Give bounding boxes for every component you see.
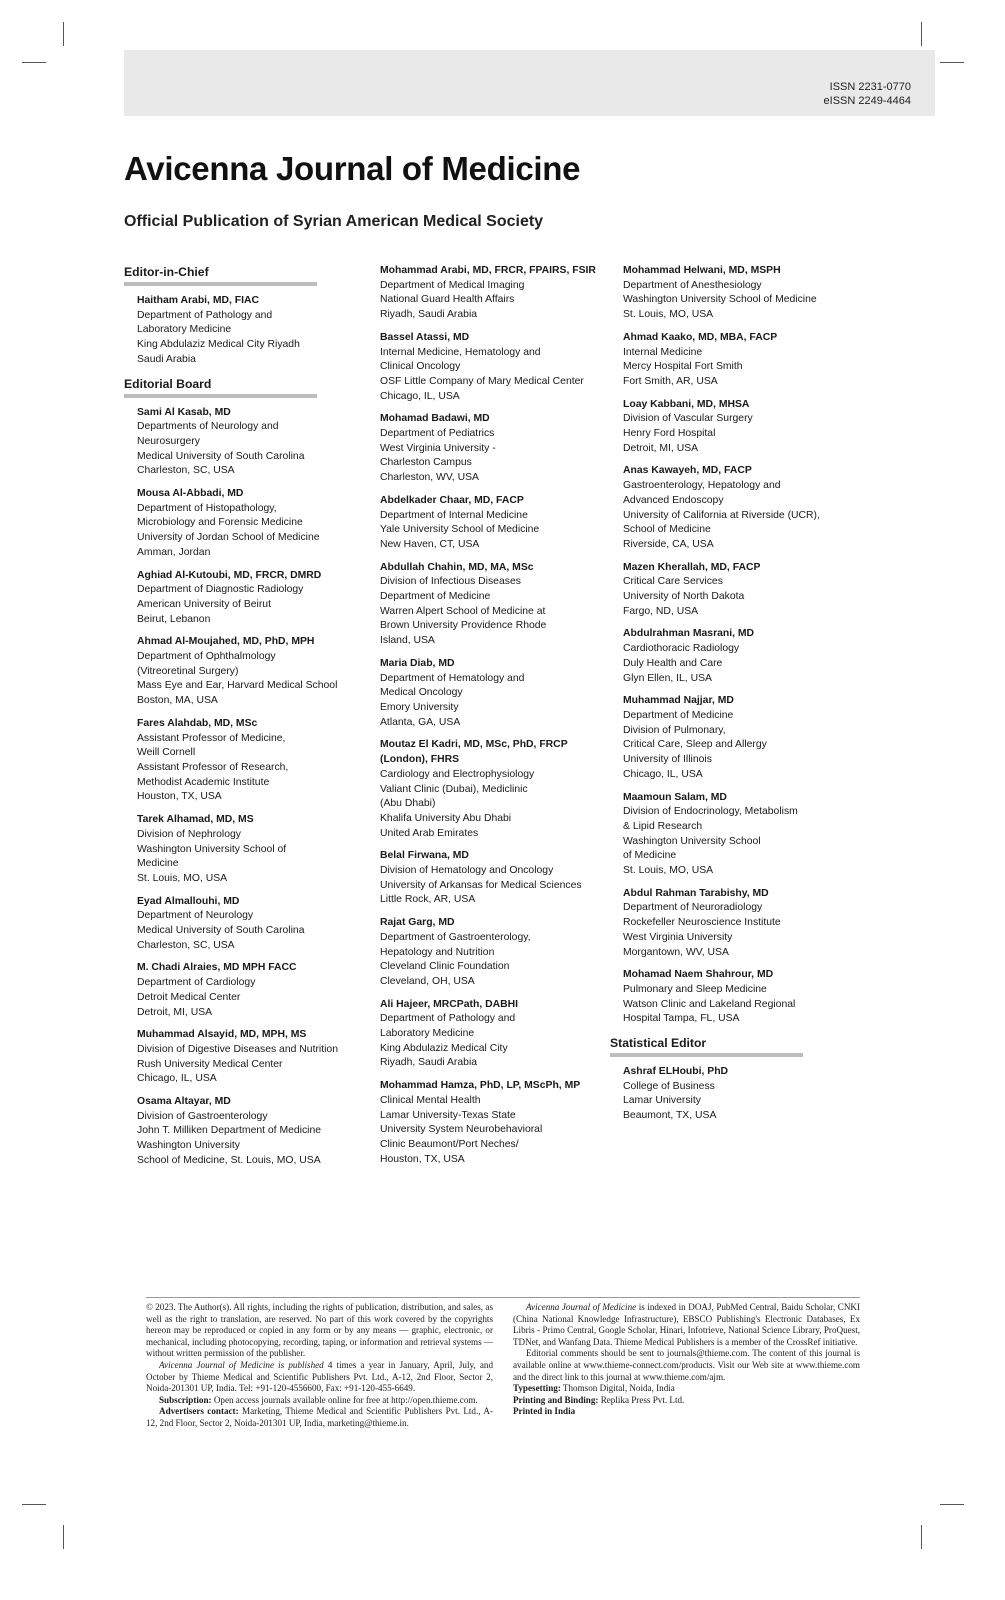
affiliation-line: Rush University Medical Center [137,1058,283,1070]
affiliation-line: University of Arkansas for Medical Sciences [380,879,582,891]
affiliation-line: Saudi Arabia [137,353,196,365]
affiliation-line: Chicago, IL, USA [137,1073,217,1085]
editor-in-chief-heading: Editor-in-Chief [124,264,317,286]
person-name: Abdelkader Chaar, MD, FACP [380,494,524,506]
board-member-entry [623,561,860,620]
affiliation-line: (Abu Dhabi) [380,798,436,810]
affiliation-line: Division of Endocrinology, Metabolism [623,806,798,818]
journal-subtitle: Official Publication of Syrian American Medical Society [124,213,544,230]
affiliation-line: Beaumont, TX, USA [623,1110,717,1122]
header-band [124,50,935,116]
board-member-entry [623,331,860,390]
person-name: Tarek Alhamad, MD, MS [137,814,254,826]
board-member-entry [623,694,860,782]
affiliation-line: Cardiothoracic Radiology [623,643,740,655]
board-member-entry [380,849,610,908]
affiliation-line: Washington University School [623,835,761,847]
affiliation-line: Hospital Tampa, FL, USA [623,1013,740,1025]
board-member-entry [137,406,349,480]
person-name: Ahmad Kaako, MD, MBA, FACP [623,331,778,343]
affiliation-line: Rockefeller Neuroscience Institute [623,917,781,929]
affiliation-line: University of Jordan School of Medicine [137,532,320,544]
person-name: Eyad Almallouhi, MD [137,895,240,907]
affiliation-line: Internal Medicine [623,346,703,358]
board-member-entry [380,916,610,990]
affiliation-line: Department of Pediatrics [380,428,495,440]
person-name: Belal Firwana, MD [380,850,469,862]
affiliation-line: Gastroenterology, Hepatology and [623,480,781,492]
affiliation-line: Watson Clinic and Lakeland Regional [623,998,796,1010]
affiliation-line: Cleveland Clinic Foundation [380,961,510,973]
board-member-entry [137,961,349,1020]
affiliation-line: Lamar University [623,1095,701,1107]
person-name: Aghiad Al-Kutoubi, MD, FRCR, DMRD [137,569,322,581]
affiliation-line: Assistant Professor of Medicine, [137,732,286,744]
affiliation-line: Department of Pathology and [137,309,273,321]
board-member-entry [380,331,610,405]
affiliation-line: Clinical Mental Health [380,1094,481,1106]
affiliation-line: School of Medicine [623,524,711,536]
person-name: Rajat Garg, MD [380,917,455,929]
footer-left-column [146,1302,493,1430]
affiliation-line: Department of Diagnostic Radiology [137,584,304,596]
affiliation-line: Assistant Professor of Research, [137,761,289,773]
affiliation-line: Houston, TX, USA [137,791,222,803]
affiliation-line: Charleston, SC, USA [137,939,235,951]
affiliation-line: Morgantown, WV, USA [623,946,729,958]
affiliation-line: Department of Neurology [137,910,254,922]
person-name: Ashraf ELHoubi, PhD [623,1066,729,1078]
affiliation-line: Medical University of South Carolina [137,450,305,462]
board-list-col3 [610,264,860,1027]
board-list-col1 [124,406,349,1169]
affiliation-line: Island, USA [380,635,435,647]
person-name: Abdulrahman Masrani, MD [623,628,755,640]
affiliation-line: Boston, MA, USA [137,695,218,707]
copyright-footer [146,1297,860,1428]
indexing-info: Avicenna Journal of Medicine is indexed in DOAJ, PubMed Central, Baidu Scholar, CNKI (China National Knowledge Infrastructure), EBSCO Publishing's Electronic Databases, Ex Libris - Primo Central, Google Scholar, Hinari, Infotrieve, National Science Library, ProQuest, TDNet, and Wanfang Data. Thieme Medical Publishers is a member of the CrossRef initiative. [513,1302,860,1347]
affiliation-line: Division of Gastroenterology [137,1110,268,1122]
affiliation-line: King Abdulaziz Medical City Riyadh [137,339,300,351]
affiliation-line: Division of Digestive Diseases and Nutrition [137,1043,338,1055]
affiliation-line: Clinical Oncology [380,361,461,373]
affiliation-line: Charleston, WV, USA [380,472,479,484]
board-member-entry [623,968,860,1027]
affiliation-line: Department of Anesthesiology [623,279,762,291]
board-member-entry [137,813,349,887]
board-member-entry [137,487,349,561]
affiliation-line: Clinic Beaumont/Port Neches/ [380,1138,519,1150]
person-name: Ali Hajeer, MRCPath, DABHI [380,998,518,1010]
affiliation-line: Cleveland, OH, USA [380,975,475,987]
affiliation-line: Riyadh, Saudi Arabia [380,309,478,321]
person-name: Fares Alahdab, MD, MSc [137,717,258,729]
affiliation-line: (Vitreoretinal Surgery) [137,665,239,677]
board-member-entry [623,464,860,552]
affiliation-line: United Arab Emirates [380,827,479,839]
affiliation-line: Department of Histopathology, [137,502,277,514]
journal-name-italic: Avicenna Journal of Medicine is published [159,1359,324,1370]
affiliation-line: St. Louis, MO, USA [623,309,714,321]
person-name: Mohamad Badawi, MD [380,413,490,425]
board-list-col2 [380,264,610,1167]
affiliation-line: Henry Ford Hospital [623,428,716,440]
board-member-entry [623,791,860,879]
affiliation-line: Washington University School of Medicine [623,294,817,306]
board-member-entry [380,561,610,649]
affiliation-line: Detroit Medical Center [137,991,241,1003]
affiliation-line: Division of Vascular Surgery [623,413,753,425]
person-name: Anas Kawayeh, MD, FACP [623,465,752,477]
affiliation-line: Department of Gastroenterology, [380,931,531,943]
person-name: Mohammad Arabi, MD, FRCR, FPAIRS, FSIR [380,265,596,276]
printing-info: Printing and Binding: Replika Press Pvt. Ltd. [513,1394,685,1405]
affiliation-line: West Virginia University - [380,442,496,454]
affiliation-line: Division of Pulmonary, [623,724,726,736]
affiliation-line: Washington University School of [137,843,287,855]
affiliation-line: Critical Care Services [623,576,723,588]
affiliation-line: Departments of Neurology and [137,421,279,433]
board-member-entry [380,1079,610,1167]
board-member-entry [623,264,860,323]
person-name: Maamoun Salam, MD [623,791,727,803]
affiliation-line: Khalifa University Abu Dhabi [380,812,512,824]
crop-mark [22,62,46,63]
affiliation-line: University of North Dakota [623,591,745,603]
affiliation-line: Department of Medicine [623,709,734,721]
affiliation-line: Internal Medicine, Hematology and [380,346,541,358]
crop-mark [940,62,964,63]
affiliation-line: Medical Oncology [380,687,463,699]
person-name: Maria Diab, MD [380,657,455,669]
board-member-entry [137,569,349,628]
typesetting-info: Typesetting: Thomson Digital, Noida, India [513,1383,675,1394]
affiliation-line: Lamar University-Texas State [380,1109,516,1121]
board-member-entry [380,998,610,1072]
person-name: Mohammad Helwani, MD, MSPH [623,265,781,276]
board-member-entry [137,895,349,954]
affiliation-line: Little Rock, AR, USA [380,894,476,906]
statistical-editor-heading: Statistical Editor [610,1035,803,1057]
board-member-entry [137,1095,349,1169]
publication-info: Avicenna Journal of Medicine is published 4 times a year in January, April, July, and October by Thieme Medical and Scientific Publishers Pvt. Ltd., A-12, 2nd Floor, Sector 2, Noida-201301 UP, India. Tel: +91-120-4556600, Fax: +91-120-455-6649. [146,1359,493,1394]
affiliation-line: Chicago, IL, USA [380,390,460,402]
editor-in-chief-entry [124,294,349,368]
person-name: Loay Kabbani, MD, MHSA [623,398,750,410]
board-member-entry [380,738,610,841]
subscription-info: Subscription: Open access journals available online for free at http://open.thieme.com. [159,1394,478,1405]
copyright-text: © 2023. The Author(s). All rights, including the rights of publication, distribution, and sales, as well as the right to translation, are reserved. No part of this work covered by the copyrights hereon may be reproduced or copied in any form or by any means — graphic, electronic, or mechanical, including photocopying, recording, taping, or information and retrieval systems — without written permission of the publisher. [146,1302,493,1359]
affiliation-line: Glyn Ellen, IL, USA [623,672,712,684]
affiliation-line: King Abdulaziz Medical City [380,1042,508,1054]
person-name: Bassel Atassi, MD [380,331,470,343]
affiliation-line: Medical University of South Carolina [137,925,305,937]
crop-mark [63,1525,64,1549]
person-name: Muhammad Alsayid, MD, MPH, MS [137,1029,307,1041]
affiliation-line: St. Louis, MO, USA [137,872,228,884]
person-name: Moutaz El Kadri, MD, MSc, PhD, FRCP (London), FHRS [380,739,568,766]
affiliation-line: New Haven, CT, USA [380,538,480,550]
affiliation-line: Mass Eye and Ear, Harvard Medical School [137,680,338,692]
affiliation-line: Division of Hematology and Oncology [380,865,554,877]
masthead-column-3 [610,264,860,1132]
person-name: Mohamad Naem Shahrour, MD [623,969,774,981]
board-member-entry [380,657,610,731]
board-member-entry [380,412,610,486]
editorial-comments: Editorial comments should be sent to journals@thieme.com. The content of this journal is available online at www.thieme-connect.com/products. Visit our Web site at www.thieme.com and the direct link to this journal at www.thieme.com/ajm. [513,1348,860,1382]
affiliation-line: Emory University [380,701,459,713]
affiliation-line: of Medicine [623,850,677,862]
board-member-entry [137,717,349,805]
affiliation-line: National Guard Health Affairs [380,294,515,306]
person-name: Ahmad Al-Moujahed, MD, PhD, MPH [137,636,315,648]
affiliation-line: Advanced Endoscopy [623,494,724,506]
affiliation-line: Mercy Hospital Fort Smith [623,361,743,373]
affiliation-line: Department of Ophthalmology [137,651,276,663]
affiliation-line: Division of Nephrology [137,828,241,840]
issn: ISSN 2231-0770 [829,81,911,93]
affiliation-line: Department of Internal Medicine [380,509,528,521]
affiliation-line: Brown University Providence Rhode [380,620,547,632]
affiliation-line: Department of Hematology and [380,672,525,684]
person-name: Abdul Rahman Tarabishy, MD [623,887,769,899]
affiliation-line: Washington University [137,1140,240,1152]
affiliation-line: Microbiology and Forensic Medicine [137,517,303,529]
affiliation-line: Department of Medical Imaging [380,279,525,291]
person-name: M. Chadi Alraies, MD MPH FACC [137,962,297,974]
board-member-entry [380,494,610,553]
affiliation-line: Detroit, MI, USA [623,442,699,454]
person-name: Haitham Arabi, MD, FIAC [137,295,260,306]
board-member-entry [623,398,860,457]
crop-mark [22,1504,46,1505]
affiliation-line: Riverside, CA, USA [623,538,714,550]
crop-mark [921,1525,922,1549]
affiliation-line: St. Louis, MO, USA [623,865,714,877]
affiliation-line: Department of Cardiology [137,977,256,989]
affiliation-line: University of California at Riverside (UCR), [623,509,820,521]
board-member-entry [380,264,610,323]
affiliation-line: Critical Care, Sleep and Allergy [623,739,767,751]
statistical-editor-entry [610,1065,860,1124]
footer-right-column [513,1302,860,1418]
board-member-entry [623,887,860,961]
affiliation-line: Chicago, IL, USA [623,768,703,780]
affiliation-line: OSF Little Company of Mary Medical Center [380,375,584,387]
board-member-entry [137,635,349,709]
affiliation-line: Department of Pathology and [380,1013,516,1025]
affiliation-line: Riyadh, Saudi Arabia [380,1057,478,1069]
affiliation-line: University of Illinois [623,754,712,766]
affiliation-line: Weill Cornell [137,747,196,759]
affiliation-line: Houston, TX, USA [380,1153,465,1165]
person-name: Abdullah Chahin, MD, MA, MSc [380,561,534,573]
affiliation-line: Fort Smith, AR, USA [623,375,718,387]
affiliation-line: School of Medicine, St. Louis, MO, USA [137,1154,321,1166]
affiliation-line: Division of Infectious Diseases [380,576,521,588]
affiliation-line: Medicine [137,858,179,870]
affiliation-line: Beirut, Lebanon [137,613,211,625]
affiliation-line: Valiant Clinic (Dubai), Mediclinic [380,783,528,795]
affiliation-line: University System Neurobehavioral [380,1124,543,1136]
board-member-entry [137,1028,349,1087]
affiliation-line: Fargo, ND, USA [623,605,699,617]
affiliation-line: Neurosurgery [137,435,200,447]
affiliation-line: Charleston Campus [380,457,472,469]
journal-title: Avicenna Journal of Medicine [124,150,581,187]
affiliation-line: College of Business [623,1080,715,1092]
printed-in: Printed in India [513,1406,576,1417]
affiliation-line: Warren Alpert School of Medicine at [380,605,546,617]
affiliation-line: Atlanta, GA, USA [380,716,461,728]
affiliation-line: West Virginia University [623,931,733,943]
affiliation-line: Charleston, SC, USA [137,465,235,477]
person-name: Sami Al Kasab, MD [137,406,231,418]
crop-mark [921,22,922,46]
eissn: eISSN 2249-4464 [823,95,911,107]
person-name: Mohammad Hamza, PhD, LP, MScPh, MP [380,1080,581,1092]
crop-mark [63,22,64,46]
affiliation-line: Methodist Academic Institute [137,776,270,788]
board-member-entry [623,627,860,686]
advertisers-info: Advertisers contact: Marketing, Thieme Medical and Scientific Publishers Pvt. Ltd., A-12, 2nd Floor, Sector 2, Noida-201301 UP, India, marketing@thieme.in. [146,1406,493,1428]
affiliation-line: Pulmonary and Sleep Medicine [623,983,767,995]
issn-block [824,80,911,108]
affiliation-line: & Lipid Research [623,820,703,832]
affiliation-line: American University of Beirut [137,598,271,610]
masthead-column-2 [380,264,610,1175]
affiliation-line: Hepatology and Nutrition [380,946,495,958]
affiliation-line: Yale University School of Medicine [380,524,540,536]
crop-mark [940,1504,964,1505]
person-name: Osama Altayar, MD [137,1096,231,1108]
person-name: Muhammad Najjar, MD [623,695,734,707]
affiliation-line: Detroit, MI, USA [137,1006,213,1018]
person-name: Mousa Al-Abbadi, MD [137,488,244,500]
affiliation-line: Department of Neuroradiology [623,902,763,914]
affiliation-line: Cardiology and Electrophysiology [380,768,535,780]
affiliation-line: Laboratory Medicine [137,324,232,336]
editorial-board-heading: Editorial Board [124,376,317,398]
person-name: Mazen Kherallah, MD, FACP [623,561,761,573]
masthead-column-1 [124,264,349,1177]
affiliation-line: Laboratory Medicine [380,1028,475,1040]
affiliation-line: John T. Milliken Department of Medicine [137,1125,322,1137]
affiliation-line: Department of Medicine [380,591,491,603]
affiliation-line: Amman, Jordan [137,546,211,558]
affiliation-line: Duly Health and Care [623,657,723,669]
